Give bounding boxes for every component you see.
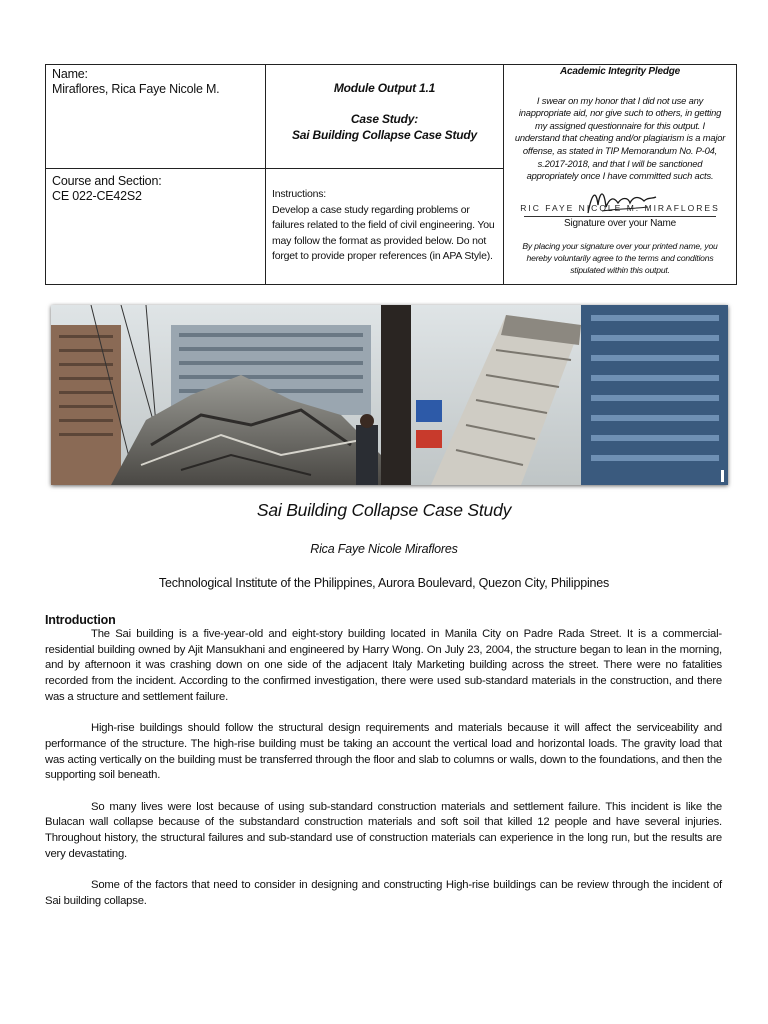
case-study-title: Sai Building Collapse Case Study (292, 128, 477, 142)
instructions-text: Develop a case study regarding problems or failures related to the field of civil engineering. You may follow the format as provided below. Do not forget to provide proper references (in APA Style). (272, 203, 495, 262)
signature-caption: Signature over your Name (564, 217, 676, 229)
paragraph: The Sai building is a five-year-old and eight-story building located in Manila City on Padre Rada Street. It is a commercial-residential building owned by Ajit Mansukhani and engineered by Harry Wong. On July 23, 2004, the structure began to lean in the morning, and by afternoon it was crashing down on one side of the adjacent Italy Marketing building across the street. There were no fatalities recorded from the incident. According to the confirmed investigation, there were used sub-standard materials in the construction, and there was a structure and settlement failure. (45, 628, 722, 703)
section-heading: Introduction (45, 613, 116, 627)
signature-printed-name: RIC FAYE NICOLE M. MIRAFLORES (520, 203, 720, 214)
course-value: CE 022-CE42S2 (52, 189, 142, 203)
paragraph: Some of the factors that need to consider in designing and constructing High-rise buildings can be review through the incident of Sai building collapse. (45, 879, 722, 907)
name-cell (46, 65, 266, 169)
pledge-heading: Academic Integrity Pledge (559, 66, 681, 77)
course-label: Course and Section: (52, 174, 162, 188)
header-table (45, 64, 737, 285)
paragraph: So many lives were lost because of using sub-standard construction materials and settlement failure. This incident is like the Bulacan wall collapse because of the substandard construction materials and soft soil that killed 12 people and have several injuries. Throughout history, the structural failures and sub-standard use of construction materials can experience in the long run, but the results are very devastating. (45, 800, 722, 860)
course-cell (46, 169, 266, 285)
article-body (45, 612, 722, 925)
name-value: Miraflores, Rica Faye Nicole M. (52, 82, 220, 96)
module-cell (266, 65, 504, 169)
pledge-footer: By placing your signature over your printed name, you hereby voluntarily agree to the terms and conditions stipulated within this output. (522, 241, 718, 276)
instructions-label: Instructions: (272, 188, 327, 200)
signature-area (518, 183, 722, 221)
article-title: Sai Building Collapse Case Study (256, 500, 512, 520)
pledge-cell (504, 65, 737, 285)
instructions-cell (266, 169, 504, 285)
paragraph: High-rise buildings should follow the structural design requirements and materials because it will affect the serviceability and performance of the structure. The high-rise building must be taking an account the vertical load and horizontal loads. The gravity load that was acting vertically on the building must be transferred through the floor and slab to columns or walls, down to the foundations, and then the supporting soil beneath. (45, 722, 722, 782)
name-label: Name: (52, 67, 88, 81)
module-title: Module Output 1.1 (333, 81, 436, 95)
article-affiliation: Technological Institute of the Philippines, Aurora Boulevard, Quezon City, Philippines (158, 576, 610, 590)
collapse-photo-illustration (51, 305, 728, 485)
collapse-photo (51, 305, 728, 485)
article-author: Rica Faye Nicole Miraflores (310, 542, 458, 556)
pledge-text: I swear on my honor that I did not use any inappropriate aid, nor give such to others, in getting my assigned questionnaire for this output. I understand that cheating and/or plagiarism is a major offense, as stated in TIP Memorandum No. P-04, s.2017-2018, and that I will be sanctioned appropriately once I have committed such acts. (514, 94, 726, 182)
case-study-label: Case Study: (350, 112, 419, 126)
signature-line (524, 216, 716, 217)
